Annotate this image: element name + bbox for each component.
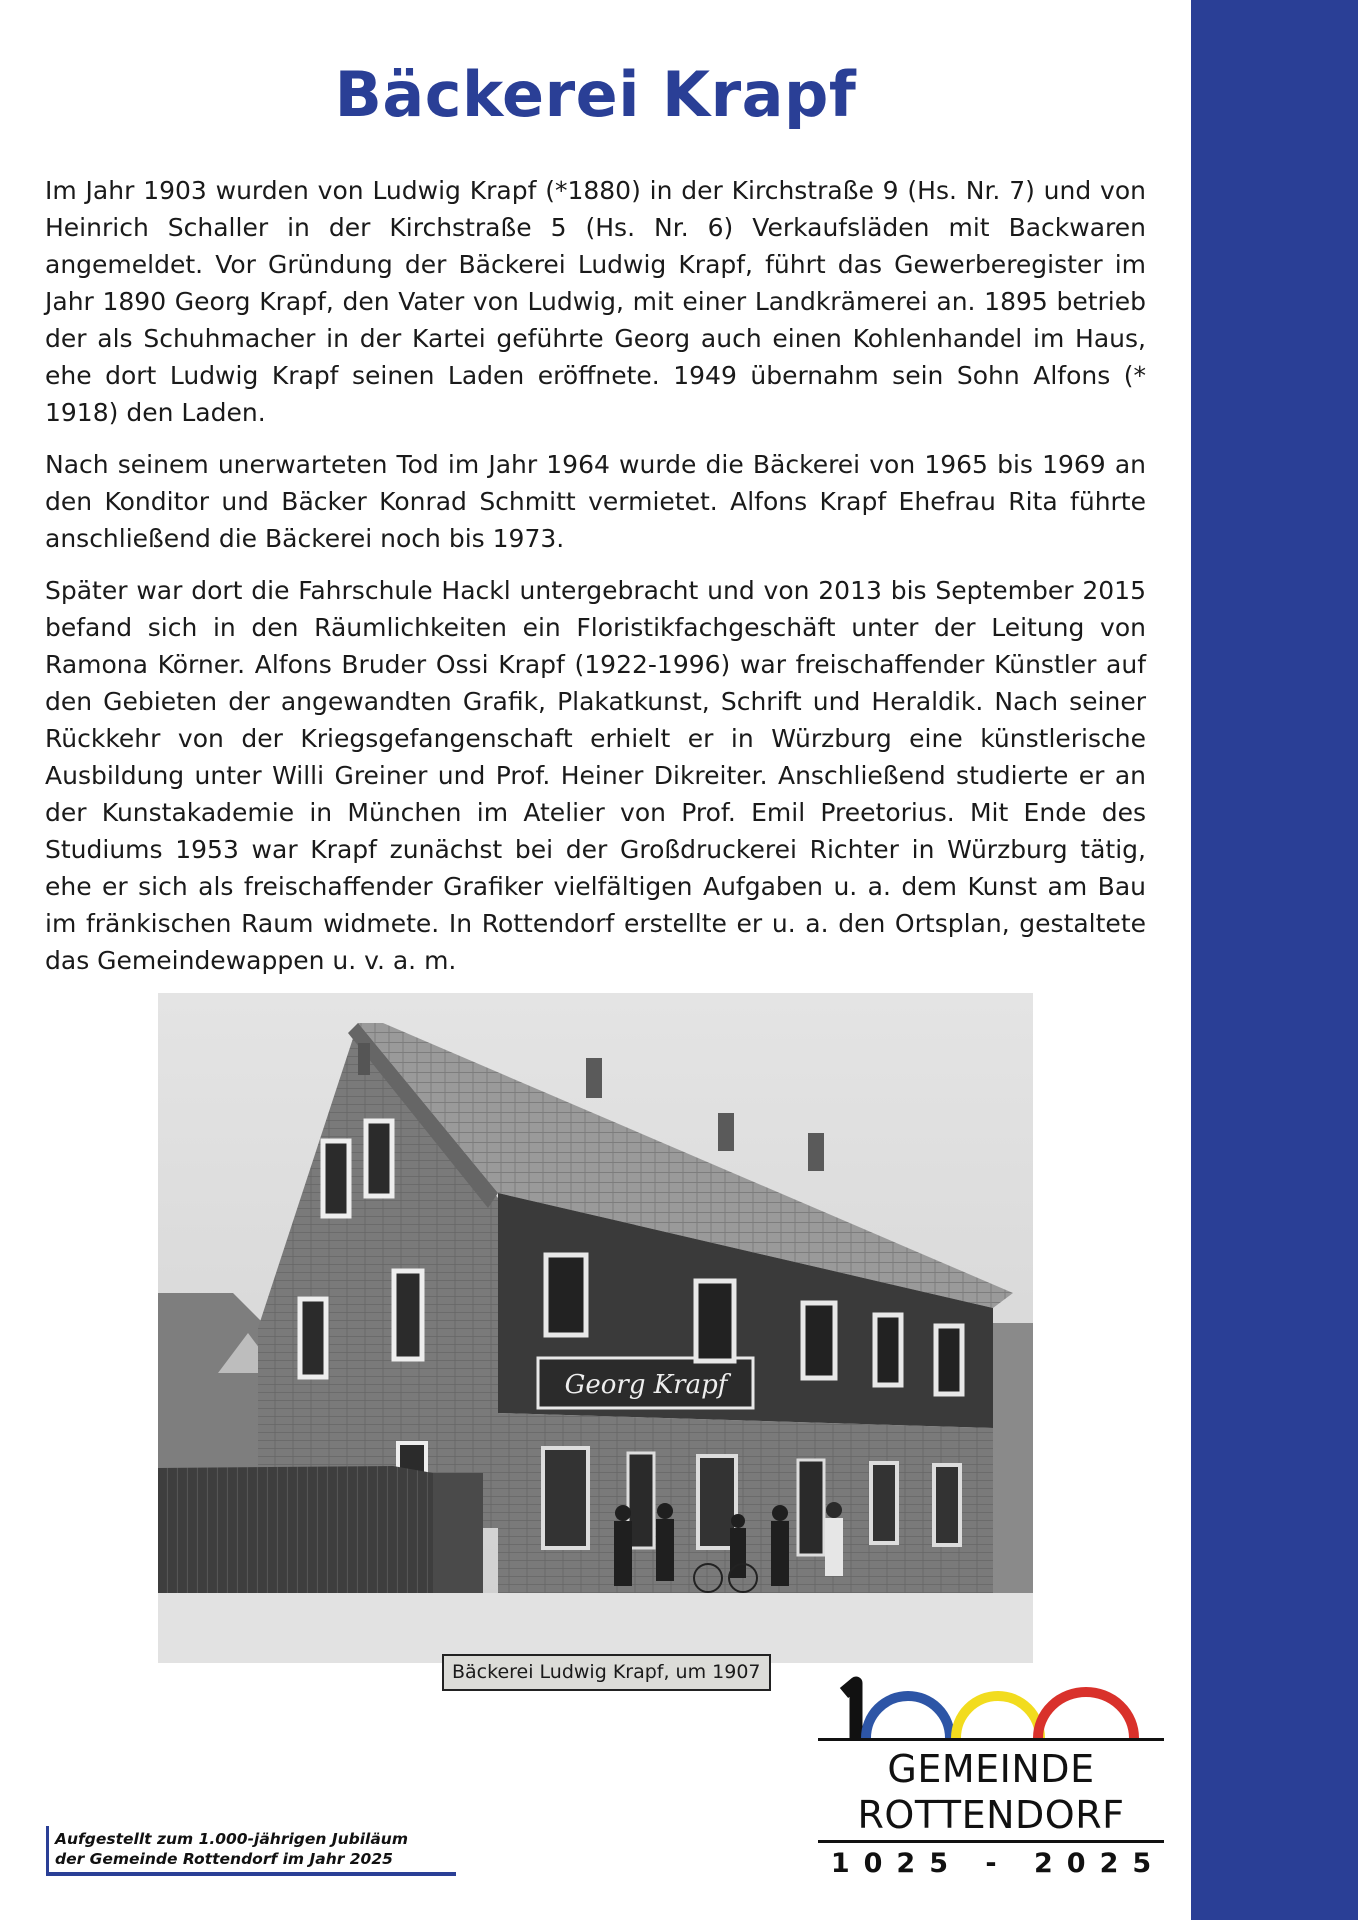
yellow-ring — [956, 1696, 1040, 1738]
footer-note-line-1: Aufgestellt zum 1.000-jährigen Jubiläum — [55, 1830, 408, 1848]
logo-name-line-2: ROTTENDORF — [857, 1793, 1125, 1837]
logo-rings — [816, 1665, 1166, 1745]
footer-note-line-2: der Gemeinde Rottendorf im Jahr 2025 — [55, 1850, 393, 1868]
paragraph-2: Nach seinem unerwarteten Tod im Jahr 1964 wurde die Bäckerei von 1965 bis 1969 an den Konditor und Bäcker Konrad Schmitt vermietet. Alfons Krapf Ehefrau Rita führte anschließend die Bäckerei noch bis 1973. — [45, 450, 1146, 553]
side-band — [1191, 0, 1358, 1920]
jubilee-logo — [816, 1665, 1166, 1885]
article-text — [45, 172, 1146, 994]
paragraph-3: Später war dort die Fahrschule Hackl untergebracht und von 2013 bis September 2015 befand sich in den Räumlichkeiten ein Floristikfachgeschäft unter der Leitung von Ramona Körner. Alfons Bruder Ossi Krapf (1922-1996) war freischaffender Künstler auf den Gebieten der angewandten Grafik, Plakatkunst, Schrift und Heraldik. Nach seiner Rückkehr von der Kriegsgefangenschaft erhielt er in Würzburg eine künstlerische Ausbildung unter Willi Greiner und Prof. Heiner Dikreiter. Anschließend studierte er an der Kunstakademie in München im Atelier von Prof. Emil Preetorius. Mit Ende des Studiums 1953 war Krapf zunächst bei der Großdruckerei Richter in Würzburg tätig, ehe er sich als freischaffender Grafiker vielfältigen Aufgaben u. a. dem Kunst am Bau im fränkischen Raum widmete. In Rottendorf erstellte er u. a. den Ortsplan, gestaltete das Gemeindewappen u. v. a. m. — [45, 576, 1146, 975]
logo-rule-bottom — [818, 1840, 1164, 1843]
logo-years: 1025 - 2025 — [830, 1848, 1166, 1879]
footer-note — [46, 1826, 456, 1876]
paragraph-1: Im Jahr 1903 wurden von Ludwig Krapf (*1880) in der Kirchstraße 9 (Hs. Nr. 7) und von Heinrich Schaller in der Kirchstraße 5 (Hs. Nr. 6) Verkaufsläden mit Backwaren angemeldet. Vor Gründung der Bäckerei Ludwig Krapf, führt das Gewerberegister im Jahr 1890 Georg Krapf, den Vater von Ludwig, mit einer Landkrämerei an. 1895 betrieb der als Schuhmacher in der Kartei geführte Georg auch einen Kohlenhandel im Haus, ehe dort Ludwig Krapf seinen Laden eröffnete. 1949 übernahm sein Sohn Alfons (* 1918) den Laden. — [45, 176, 1146, 427]
blue-ring — [866, 1696, 950, 1738]
page-title: Bäckerei Krapf — [334, 58, 857, 131]
shop-sign: Georg Krapf — [564, 1370, 728, 1400]
logo-name-line-1: GEMEINDE — [887, 1747, 1095, 1791]
photo-caption: Bäckerei Ludwig Krapf, um 1907 — [442, 1654, 771, 1691]
red-ring — [1038, 1692, 1134, 1738]
logo-rule-top — [818, 1738, 1164, 1741]
historic-photo — [158, 993, 1033, 1663]
